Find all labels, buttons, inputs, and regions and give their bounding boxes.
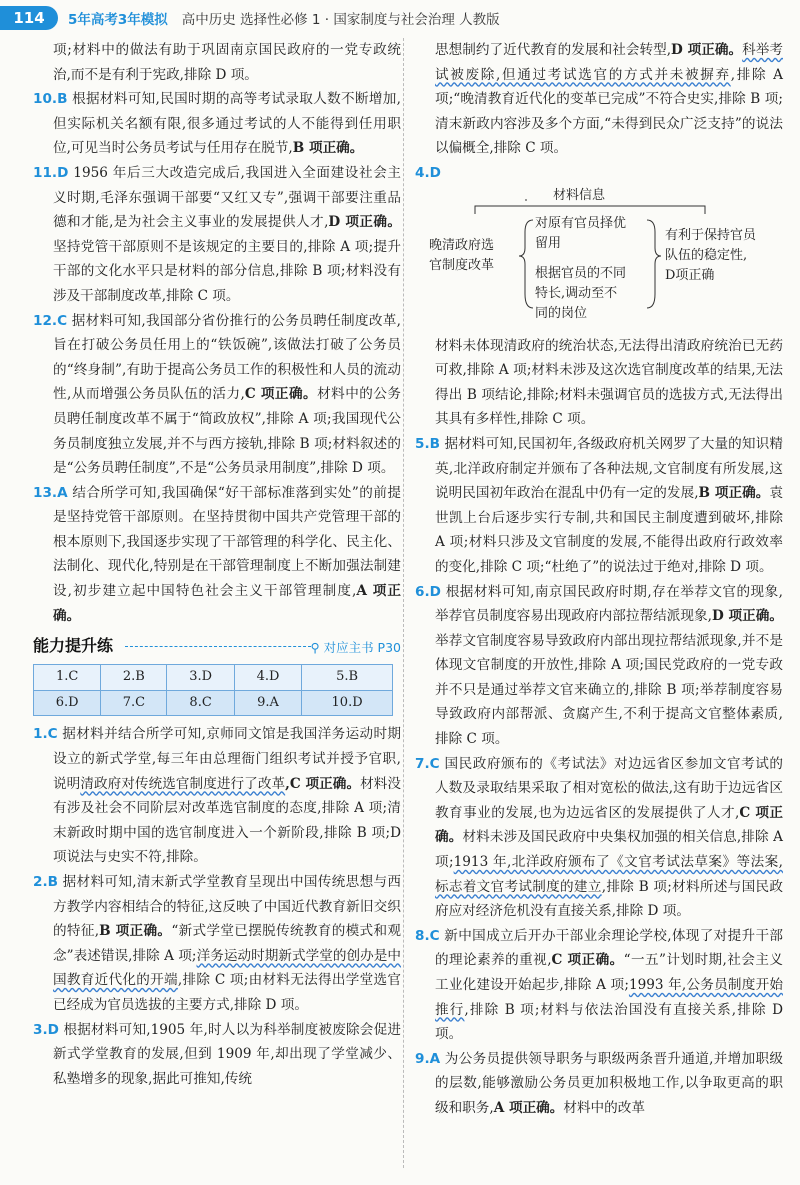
answer-6: 6.D 根据材料可知,南京国民政府时期,存在举荐文官的现象,举荐官员制度容易出现政府内部拉帮结派现象,D 项正确。举荐文官制度容易导致政府内部出现拉帮结派现象,并不是体现文官制度的开放性,排除 A 项;国民党政府的一党专政并不只是通过举荐文官来确立的,排除 B 项;举荐制度容易导致政府内部帮派、贪腐产生,不利于提高文官整体素质,排除 C 项。 — [415, 583, 783, 748]
diagram-right: 有利于保持官员 — [665, 227, 757, 243]
right-column — [415, 38, 783, 1121]
answer-4: 4.D — [415, 164, 441, 181]
section-ref: ⚲ 对应主书 P30 — [310, 640, 401, 656]
diagram-mid: 对原有官员择优 — [535, 215, 627, 231]
paragraph-continued: 思想制约了近代教育的发展和社会转型,D 项正确。科举考试被废除,但通过考试选官的方式并未被摒弃,排除 A 项;“晚清教育近代化的变革已完成”不符合史实,排除 B 项;清末新政内容涉及多个方面,“未得到民众广泛支持”的说法以偏概全,排除 C 项。 — [435, 42, 783, 157]
paragraph-continued: 项;材料中的做法有助于巩固南京国民政府的一党专政统治,而不是有利于宪政,排除 D 项。 — [53, 42, 401, 83]
diagram-left: 官制度改革 — [429, 257, 495, 273]
page-number: 114 — [0, 6, 58, 30]
book-info: 高中历史 选择性必修 1 · 国家制度与社会治理 人教版 — [181, 12, 500, 28]
diagram-mid: 根据官员的不同 — [535, 265, 627, 281]
answer-cell: 8.C — [167, 690, 234, 716]
answer-cell: 3.D — [167, 665, 234, 691]
section-header — [33, 632, 401, 660]
answer-5: 5.B 据材料可知,民国初年,各级政府机关网罗了大量的知识精英,北洋政府制定并颁布了各种法规,文官制度有所发展,这说明民国初年政治在混乱中仍有一定的发展,B 项正确。袁世凯上台后逐步实行专制,共和国民主制度遭到破坏,排除 A 项;材料只涉及文官制度的发展,不能得出政府行政效率的变化,排除 C 项;“杜绝了”的说法过于绝对,排除 D 项。 — [415, 435, 783, 575]
diagram-mid: 留用 — [535, 235, 562, 251]
answer-cell: 2.B — [101, 665, 167, 691]
diagram-mid: 同的岗位 — [535, 305, 588, 321]
answer-4-text: 材料未体现清政府的统治状态,无法得出清政府统治已无药可救,排除 A 项;材料未涉及这次选官制度改革的结果,无法得出 B 项结论,排除;材料未强调官员的选拔方式,无法得出其具有多样性,排除 C 项。 — [435, 337, 783, 428]
running-title — [68, 8, 500, 28]
answer-9: 9.A 为公务员提供领导职务与职级两条晋升通道,并增加职级的层数,能够激励公务员更加积极地工作,以争取更高的职级和职务,A 项正确。材料中的改革 — [415, 1050, 783, 1116]
answer-7: 7.C 国民政府颁布的《考试法》对边远省区参加文官考试的人数及录取结果采取了相对宽松的做法,这有助于边远省区教育事业的发展,也为边远省区的发展提供了人才,C 项正确。材料未涉及国民政府中央集权加强的相关信息,排除 A 项;1913 年,北洋政府颁布了《文官考试法草案》等法案,标志着文官考试制度的建立,排除 B 项;材料所述与国民政府应对经济危机没有直接关系,排除 D 项。 — [415, 755, 784, 920]
answer-cell: 7.C — [101, 690, 167, 716]
answer-11: 11.D 1956 年后三大改造完成后,我国进入全面建设社会主义时期,毛泽东强调干部要“又红又专”,强调干部要注重品德和才能,是为社会主义事业的发展提供人才,D 项正确。坚持党管干部原则不是该规定的主要目的,排除 A 项;提升干部的文化水平只是材料的部分信息,排除 B 项;材料没有涉及干部制度改革,排除 C 项。 — [33, 164, 401, 304]
diagram-mid: 特长,调动至不 — [535, 285, 618, 301]
answer-12: 12.C 据材料可知,我国部分省份推行的公务员聘任制度改革,旨在打破公务员任用上的“铁饭碗”,该做法打破了公务员的“终身制”,有助于提高公务员工作的积极性和人员的流动性,从而增强公务员队伍的活力,C 项正确。材料中的公务员聘任制度改革不属于“简政放权”,排除 A 项;我国现代公务员制度独立发展,并不与西方接轨,排除 B 项;材料叙述的是“公务员聘任制度”,不是“公务员录用制度”,排除 D 项。 — [33, 312, 401, 477]
diagram-right: D项正确 — [665, 267, 715, 283]
analysis-diagram — [415, 186, 783, 334]
diagram-right: 队伍的稳定性, — [665, 247, 748, 263]
answer-cell: 6.D — [34, 690, 101, 716]
answer-1: 1.C 据材料并结合所学可知,京师同文馆是我国洋务运动时期设立的新式学堂,每三年由总理衙门组织考试并授予官职,说明清政府对传统选官制度进行了改革,C 项正确。材料没有涉及社会不同阶层对改革选官制度的态度,排除 A 项;清末新政时期中国的选官制度进入一个新阶段,排除 B 项;D 项说法与史实不符,排除。 — [33, 726, 402, 866]
answer-cell: 9.A — [234, 690, 301, 716]
book-title: 5年高考3年模拟 — [68, 12, 168, 28]
search-icon: ⚲ — [310, 640, 320, 656]
section-title: 能力提升练 — [33, 636, 114, 656]
answer-8: 8.C 新中国成立后开办干部业余理论学校,体现了对提升干部的理论素养的重视,C 项正确。“一五”计划时期,社会主义工业化建设开始起步,排除 A 项;1993 年,公务员制度开始推行,排除 B 项;材料与依法治国没有直接关系,排除 D 项。 — [415, 927, 783, 1043]
answer-2: 2.B 据材料可知,清末新式学堂教育呈现出中国传统思想与西方教学内容相结合的特征,这反映了中国近代教育新旧交织的特征,B 项正确。“新式学堂已摆脱传统教育的模式和观念”表述错误,排除 A 项;洋务运动时期新式学堂的创办是中国教育近代化的开端,排除 C 项;由材料无法得出学堂选官已经成为官员选拔的主要方式,排除 D 项。 — [33, 874, 402, 1013]
answer-cell: 5.B — [302, 665, 393, 691]
page-header — [0, 0, 800, 32]
left-column — [33, 38, 401, 1091]
diagram-left: 晚清政府选 — [429, 237, 495, 253]
answer-cell: 10.D — [302, 690, 393, 716]
answer-cell: 4.D — [234, 665, 301, 691]
answer-3: 3.D 根据材料可知,1905 年,时人以为科举制度被废除会促进新式学堂教育的发展,但到 1909 年,却出现了学堂减少、私塾增多的现象,据此可推知,传统 — [33, 1021, 401, 1087]
answer-cell: 1.C — [34, 665, 101, 691]
column-divider — [403, 38, 404, 1168]
answer-13: 13.A 结合所学可知,我国确保“好干部标准落到实处”的前提是坚持党管干部原则。在坚持贯彻中国共产党管理干部的根本原则下,我国逐步实现了干部管理的科学化、民主化、法制化、现代化,特别是在干部管理制度上不断加强法制建设,初步建立起中国特色社会主义干部管理制度,A 项正确。 — [33, 484, 402, 624]
section-rule — [125, 646, 311, 647]
diagram-top: 材料信息 — [553, 187, 606, 203]
answer-key-table — [33, 664, 393, 716]
answer-10: 10.B 根据材料可知,民国时期的高等考试录取人数不断增加,但实际机关名额有限,很多通过考试的人不能得到任用职位,可见当时公务员考试与任用存在脱节,B 项正确。 — [33, 91, 401, 157]
